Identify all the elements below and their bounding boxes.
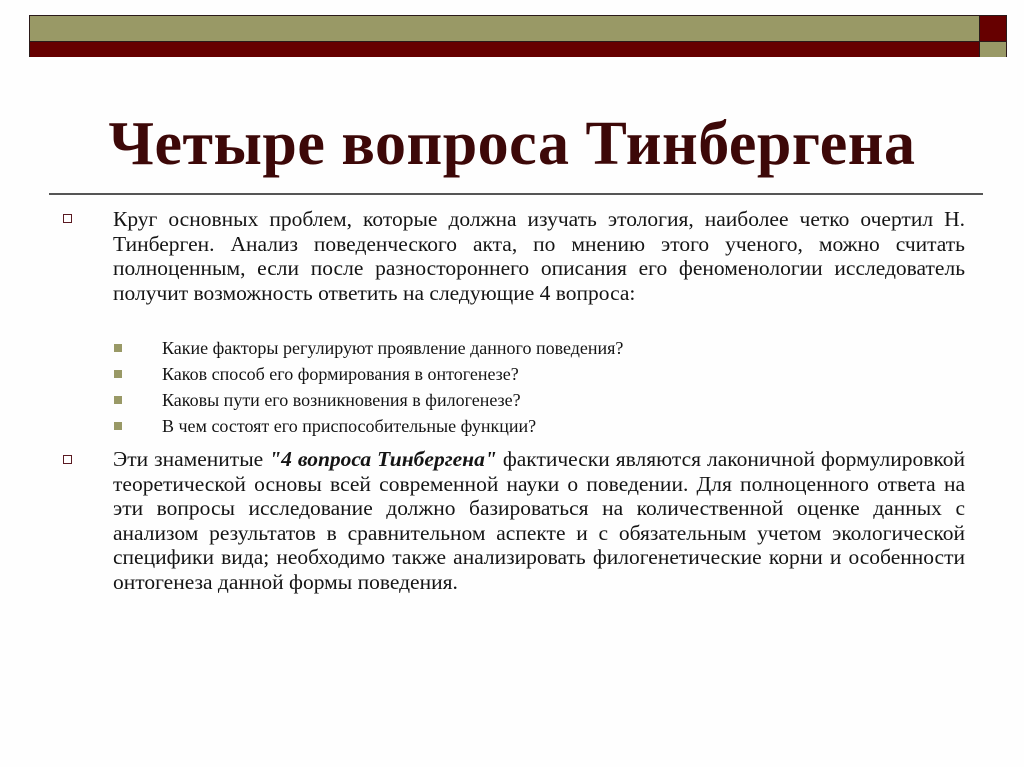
olive-square-bullet-icon [114,422,122,430]
paragraph-2-rest: фактически являются лаконичной формулировкой теоретической основы всей современной науки о поведении. Для полноценного ответа на эти вопросы исследование должно базироваться на количественной оценке данных с анализом результатов в сравнительном аспекте и с обязательным учетом экологической специфики вида; необходимо также анализировать филогенетические корни и особенности онтогенеза данной формы поведения. [113,447,965,594]
olive-square-bullet-icon [114,396,122,404]
sub-item-4: В чем состоят его приспособительные функции? [162,416,537,436]
slide-title: Четыре вопроса Тинбергена [108,110,916,178]
header-corner-red-square [980,16,1006,41]
hollow-square-bullet-icon [63,214,72,223]
sub-item-1: Какие факторы регулируют проявление данного поведения? [162,338,624,358]
paragraph-2-lead: Эти знаменитые [113,447,270,471]
paragraph-2-emphasis: "4 вопроса Тинбергена" [269,447,497,471]
hollow-square-bullet-icon [63,455,72,464]
header-corner-olive-square [980,41,1006,57]
header-olive-band [30,16,980,41]
olive-square-bullet-icon [114,370,122,378]
title-divider [49,193,983,195]
sub-item-2: Каков способ его формирования в онтогенезе? [162,364,519,384]
bullet-paragraph-2 [113,447,965,594]
sub-item-3: Каковы пути его возникновения в филогенезе? [162,390,521,410]
header-red-band [30,41,980,57]
olive-square-bullet-icon [114,344,122,352]
decorative-header-bar [29,15,1007,57]
bullet-paragraph-1: Круг основных проблем, которые должна изучать этология, наиболее четко очертил Н. Тинберген. Анализ поведенческого акта, по мнению этого ученого, можно считать полноценным, если после разностороннего описания его феноменологии исследователь получит возможность ответить на следующие 4 вопроса: [113,207,965,305]
